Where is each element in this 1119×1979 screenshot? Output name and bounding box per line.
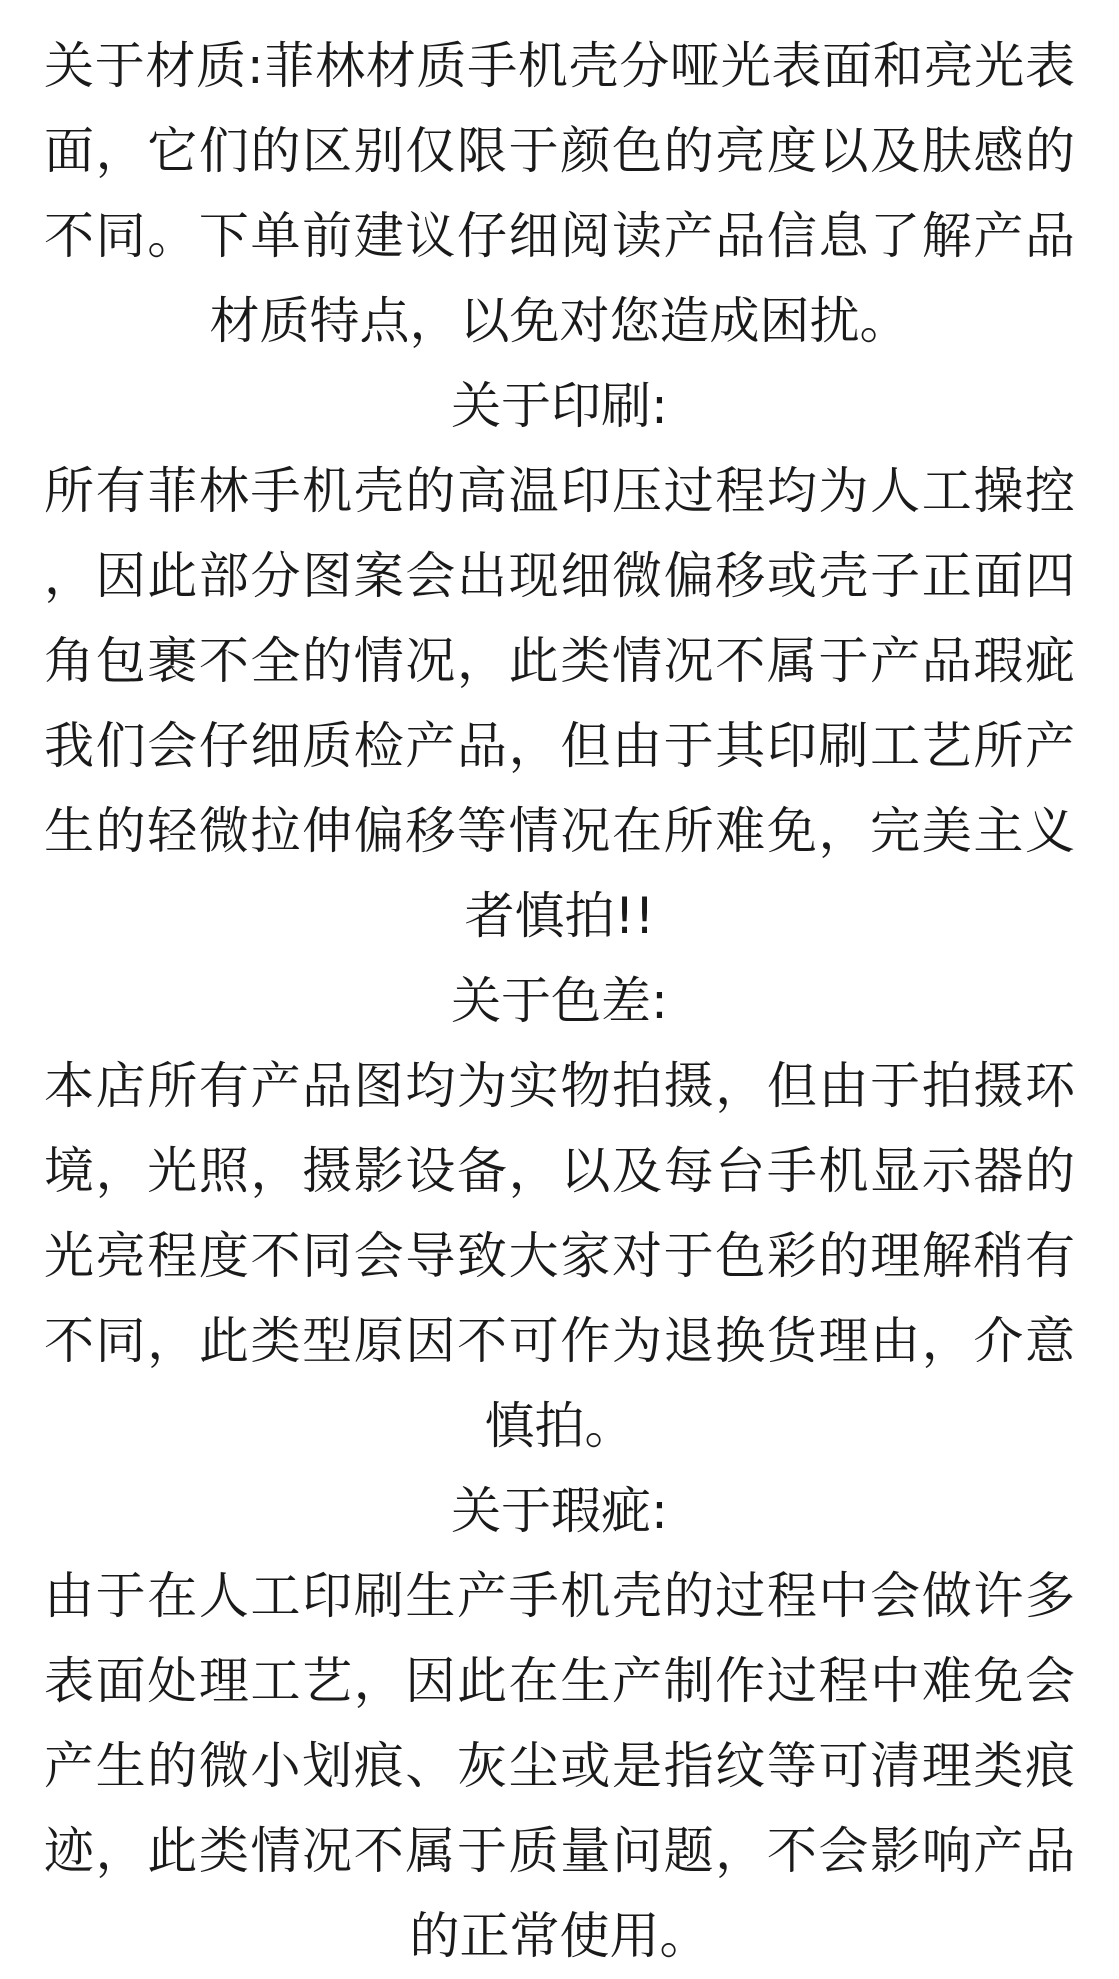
material-text-line: 不同。下单前建议仔细阅读产品信息了解产品 — [44, 207, 1075, 265]
color-difference-text-line: 本店所有产品图均为实物拍摄，但由于拍摄环 — [44, 1057, 1075, 1115]
color-difference-text-line: 光亮程度不同会导致大家对于色彩的理解稍有 — [44, 1227, 1075, 1285]
flaws-heading: 关于瑕疵: — [451, 1482, 668, 1540]
color-difference-text-line: 不同，此类型原因不可作为退换货理由，介意 — [44, 1312, 1075, 1370]
flaws-text-line: 迹，此类情况不属于质量问题，不会影响产品 — [44, 1822, 1075, 1880]
material-text-line: 面，它们的区别仅限于颜色的亮度以及肤感的 — [44, 122, 1075, 180]
printing-text-line: 生的轻微拉伸偏移等情况在所难免，完美主义 — [44, 802, 1075, 860]
flaws-text-line: 表面处理工艺，因此在生产制作过程中难免会 — [44, 1652, 1075, 1710]
color-difference-heading: 关于色差: — [451, 972, 668, 1030]
printing-text-line: 者慎拍!! — [464, 887, 655, 945]
printing-heading: 关于印刷: — [451, 377, 668, 435]
printing-text-line: ，因此部分图案会出现细微偏移或壳子正面四 — [44, 547, 1075, 605]
printing-text-line: 所有菲林手机壳的高温印压过程均为人工操控 — [44, 462, 1075, 520]
material-text-line: 关于材质:菲林材质手机壳分哑光表面和亮光表 — [44, 37, 1075, 95]
flaws-text-line: 产生的微小划痕、灰尘或是指纹等可清理类痕 — [44, 1737, 1075, 1795]
flaws-text-line: 的正常使用。 — [409, 1907, 710, 1965]
flaws-text-line: 由于在人工印刷生产手机壳的过程中会做许多 — [44, 1567, 1075, 1625]
color-difference-text-line: 境，光照，摄影设备，以及每台手机显示器的 — [44, 1142, 1075, 1200]
material-text-line: 材质特点，以免对您造成困扰。 — [209, 292, 910, 350]
color-difference-text-line: 慎拍。 — [484, 1397, 635, 1455]
printing-text-line: 角包裹不全的情况，此类情况不属于产品瑕疵 — [44, 632, 1075, 690]
printing-text-line: 我们会仔细质检产品，但由于其印刷工艺所产 — [44, 717, 1075, 775]
